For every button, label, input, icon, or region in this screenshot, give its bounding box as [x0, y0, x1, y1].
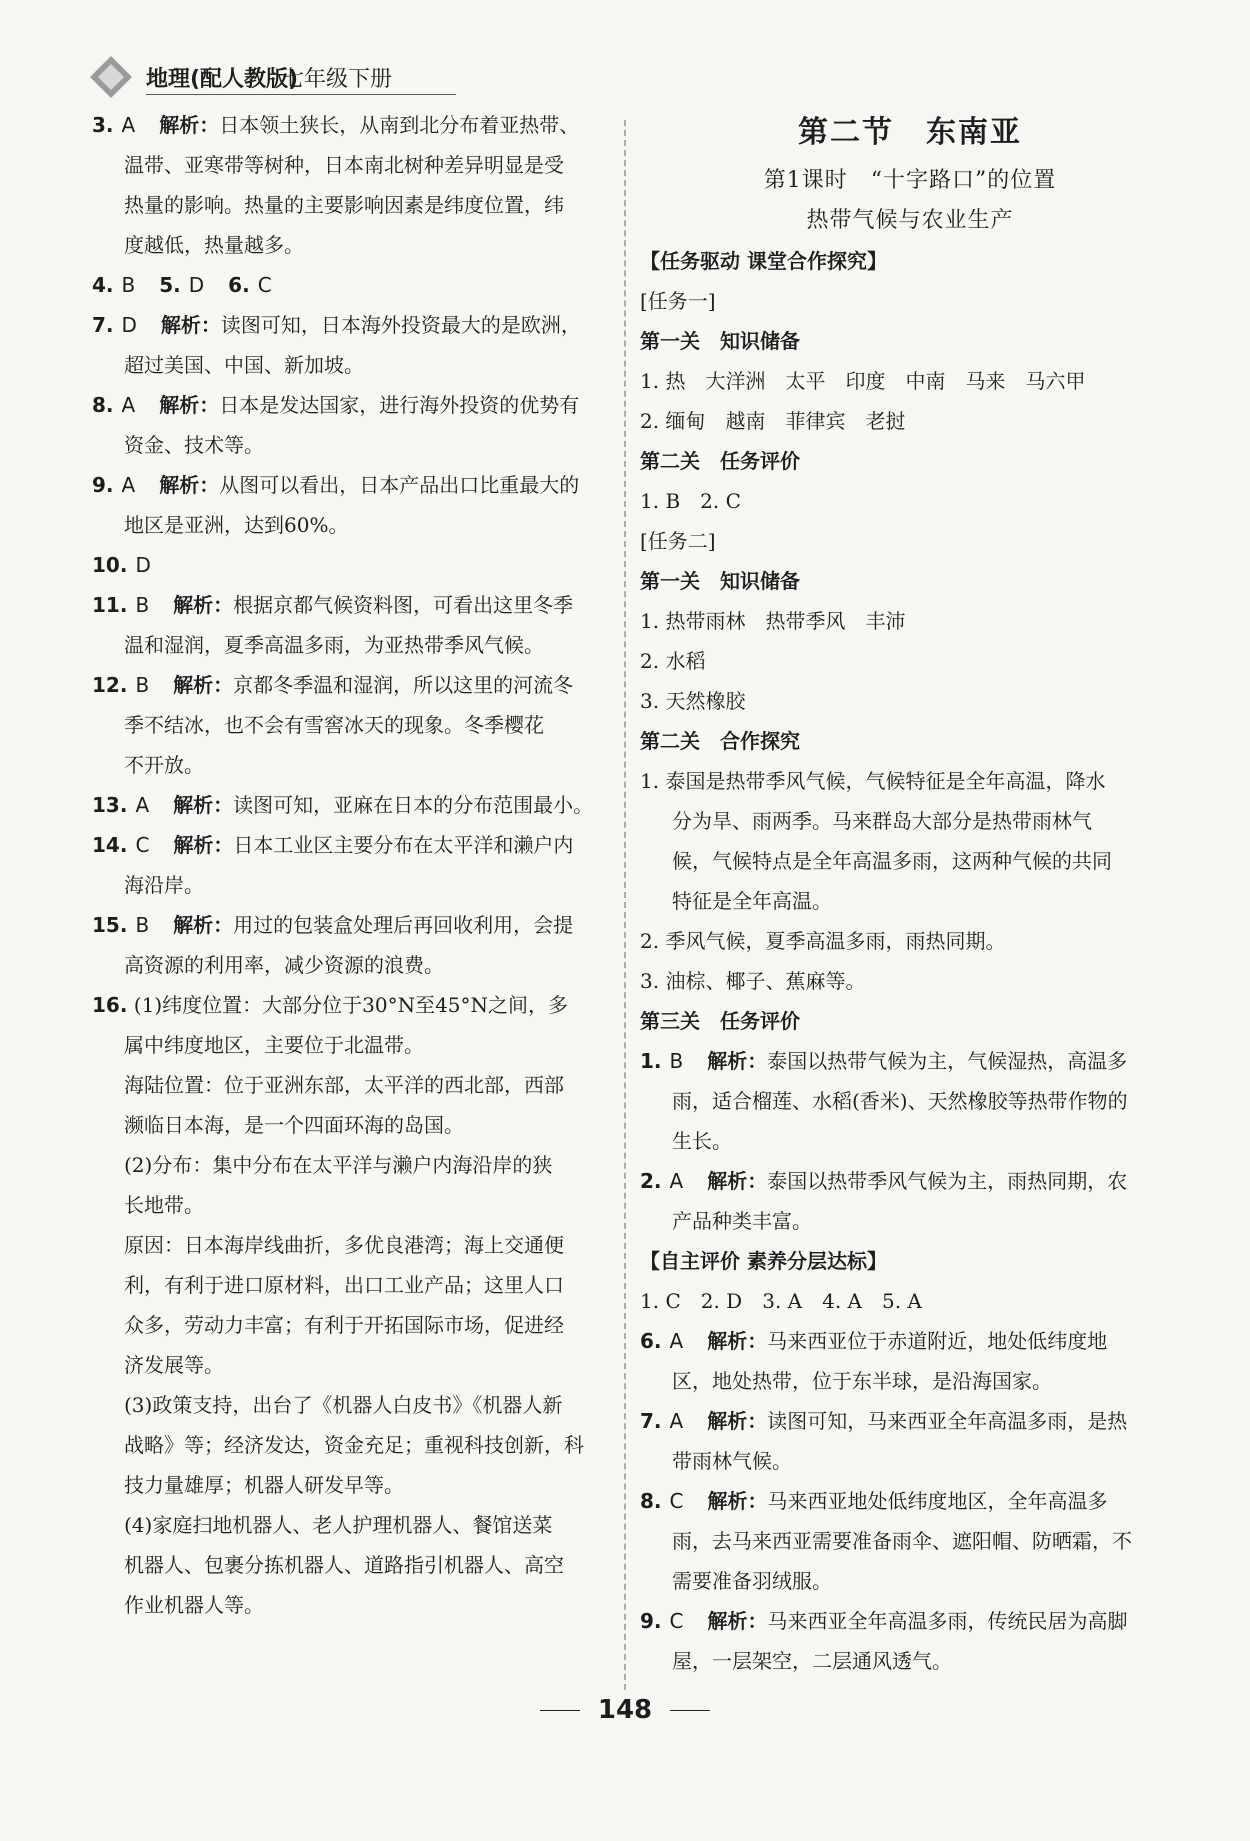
question-number: 6. [228, 273, 250, 297]
analysis-label: 解析： [707, 1409, 768, 1433]
line-text: 3. 油棕、椰子、蕉麻等。 [640, 969, 866, 993]
answer-choice: B [135, 913, 150, 937]
answer-choice: C [257, 273, 272, 297]
answer-line [640, 521, 1180, 561]
analysis-label: 解析： [173, 793, 234, 817]
answer-line [640, 361, 1180, 401]
continuation-line [92, 1425, 612, 1465]
line-text: 特征是全年高温。 [672, 889, 832, 913]
line-text: 超过美国、中国、新加坡。 [124, 353, 364, 377]
answer-item [92, 545, 612, 585]
answer-line [640, 1281, 1180, 1321]
heading-text: 第一关 知识储备 [640, 569, 800, 593]
continuation-line [640, 1081, 1180, 1121]
line-text: 屋，一层架空，二层通风透气。 [672, 1649, 952, 1673]
continuation-line [92, 225, 612, 265]
line-text: (3)政策支持，出台了《机器人白皮书》《机器人新 [124, 1393, 563, 1417]
line-text: 雨，适合榴莲、水稻(香米)、天然橡胶等热带作物的 [672, 1089, 1128, 1113]
answer-item [640, 1041, 1180, 1081]
analysis-label: 解析： [707, 1489, 768, 1513]
analysis-label: 解析： [173, 833, 234, 857]
line-text: 济发展等。 [124, 1353, 224, 1377]
continuation-line [92, 1105, 612, 1145]
question-number: 15. [92, 913, 128, 937]
line-text: 热量的影响。热量的主要影响因素是纬度位置，纬 [124, 193, 564, 217]
analysis-text: (1)纬度位置：大部分位于30°N至45°N之间，多 [133, 993, 569, 1017]
right-column-body [640, 241, 1180, 1681]
line-text: 3. 天然橡胶 [640, 689, 746, 713]
continuation-line [92, 1185, 612, 1225]
answer-choice: A [669, 1409, 684, 1433]
continuation-line [92, 1025, 612, 1065]
answer-line [640, 401, 1180, 441]
line-text: 带雨林气候。 [672, 1449, 792, 1473]
continuation-line [92, 1505, 612, 1545]
answer-line [640, 601, 1180, 641]
section-heading [640, 561, 1180, 601]
continuation-line [92, 745, 612, 785]
continuation-line [640, 801, 1180, 841]
continuation-line [92, 505, 612, 545]
line-text: 季不结冰，也不会有雪窖冰天的现象。冬季樱花 [124, 713, 544, 737]
section-heading [640, 1241, 1180, 1281]
header-subject: 地理(配人教版) [146, 67, 299, 92]
analysis-text: 泰国以热带季风气候为主，雨热同期，农 [767, 1169, 1128, 1193]
analysis-label: 解析： [707, 1049, 768, 1073]
analysis-label: 解析： [159, 113, 220, 137]
analysis-label: 解析： [159, 393, 220, 417]
continuation-line [640, 1521, 1180, 1561]
header-grade: 七年级下册 [282, 67, 393, 92]
answer-line [640, 921, 1180, 961]
continuation-line [640, 1121, 1180, 1161]
continuation-line [640, 1641, 1180, 1681]
answer-item [640, 1321, 1180, 1361]
line-text: 候，气候特点是全年高温多雨，这两种气候的共同 [672, 849, 1112, 873]
heading-text: 【自主评价 素养分层达标】 [640, 1249, 887, 1273]
page-footer [0, 1695, 1250, 1725]
analysis-text: 泰国以热带气候为主，气候湿热，高温多 [767, 1049, 1128, 1073]
section-heading [640, 241, 1180, 281]
lesson-subtitle-2: 热带气候与农业生产 [806, 208, 1014, 233]
question-number: 16. [92, 993, 128, 1017]
answer-choice: A [121, 473, 136, 497]
diamond-logo-icon [88, 54, 134, 100]
analysis-label: 解析： [173, 593, 234, 617]
continuation-line [640, 1201, 1180, 1241]
heading-text: 第二关 任务评价 [640, 449, 800, 473]
answer-choice: D [188, 273, 205, 297]
continuation-line [92, 1465, 612, 1505]
analysis-text: 马来西亚位于赤道附近，地处低纬度地 [767, 1329, 1108, 1353]
left-column [92, 105, 612, 1625]
analysis-text: 根据京都气候资料图，可看出这里冬季 [233, 593, 574, 617]
answer-line [640, 281, 1180, 321]
line-text: 区，地处热带，位于东半球，是沿海国家。 [672, 1369, 1052, 1393]
line-text: (2)分布：集中分布在太平洋与濑户内海沿岸的狭 [124, 1153, 553, 1177]
answer-choice: D [135, 553, 151, 577]
question-number: 12. [92, 673, 128, 697]
footer-dash-left [540, 1710, 580, 1711]
answer-choice: A [121, 113, 136, 137]
answer-line [640, 961, 1180, 1001]
analysis-text: 读图可知，亚麻在日本的分布范围最小。 [233, 793, 594, 817]
line-text: 资金、技术等。 [124, 433, 264, 457]
footer-dash-right [670, 1710, 710, 1711]
question-number: 9. [640, 1609, 662, 1633]
answer-item [640, 1601, 1180, 1641]
section-heading [640, 1001, 1180, 1041]
answer-line [640, 481, 1180, 521]
line-text: 地区是亚洲，达到60%。 [124, 513, 349, 537]
line-text: 属中纬度地区，主要位于北温带。 [124, 1033, 424, 1057]
question-number: 2. [640, 1169, 662, 1193]
answer-choice: A [669, 1329, 684, 1353]
continuation-line [92, 1065, 612, 1105]
line-text: 海陆位置：位于亚洲东部，太平洋的西北部，西部 [124, 1073, 564, 1097]
question-number: 13. [92, 793, 128, 817]
answer-choice: B [669, 1049, 684, 1073]
question-number: 5. [159, 273, 181, 297]
heading-text: 第三关 任务评价 [640, 1009, 800, 1033]
answer-line [640, 681, 1180, 721]
answer-choice: C [669, 1489, 684, 1513]
line-text: 长地带。 [124, 1193, 204, 1217]
answer-item [92, 785, 612, 825]
continuation-line [92, 1145, 612, 1185]
answer-item [92, 385, 612, 425]
answer-item [640, 1161, 1180, 1201]
line-text: 利，有利于进口原材料，出口工业产品；这里人口 [124, 1273, 564, 1297]
continuation-line [92, 1265, 612, 1305]
continuation-line [92, 865, 612, 905]
question-number: 11. [92, 593, 128, 617]
answer-item [92, 105, 612, 145]
line-text: 机器人、包裹分拣机器人、道路指引机器人、高空 [124, 1553, 564, 1577]
answer-choice: B [135, 593, 150, 617]
question-number: 6. [640, 1329, 662, 1353]
line-text: 作业机器人等。 [124, 1593, 264, 1617]
answer-choice: C [669, 1609, 684, 1633]
line-text: [任务二] [640, 529, 716, 553]
section-heading [640, 721, 1180, 761]
answer-item [92, 905, 612, 945]
continuation-line [640, 1361, 1180, 1401]
line-text: 生长。 [672, 1129, 732, 1153]
section-heading [640, 441, 1180, 481]
line-text: 原因：日本海岸线曲折，多优良港湾；海上交通便 [124, 1233, 564, 1257]
continuation-line [92, 1385, 612, 1425]
continuation-line [92, 145, 612, 185]
continuation-line [640, 841, 1180, 881]
analysis-text: 从图可以看出，日本产品出口比重最大的 [219, 473, 580, 497]
line-text: 1. 热 大洋洲 太平 印度 中南 马来 马六甲 [640, 369, 1086, 393]
line-text: 度越低，热量越多。 [124, 233, 304, 257]
line-text: (4)家庭扫地机器人、老人护理机器人、餐馆送菜 [124, 1513, 553, 1537]
column-divider [624, 120, 626, 1690]
answer-item [92, 665, 612, 705]
section-title: 第二节 东南亚 [798, 115, 1022, 150]
line-text: 需要准备羽绒服。 [672, 1569, 832, 1593]
line-text: 技力量雄厚；机器人研发早等。 [124, 1473, 404, 1497]
question-number: 1. [640, 1049, 662, 1073]
continuation-line [92, 945, 612, 985]
analysis-text: 日本工业区主要分布在太平洋和濑户内 [233, 833, 574, 857]
answer-choice: C [135, 833, 150, 857]
line-text: 濒临日本海，是一个四面环海的岛国。 [124, 1113, 464, 1137]
question-number: 8. [640, 1489, 662, 1513]
analysis-label: 解析： [160, 313, 221, 337]
question-number: 9. [92, 473, 114, 497]
answer-item [92, 585, 612, 625]
page-header [0, 0, 1250, 100]
continuation-line [92, 185, 612, 225]
continuation-line [92, 345, 612, 385]
continuation-line [92, 1585, 612, 1625]
heading-text: 【任务驱动 课堂合作探究】 [640, 249, 887, 273]
answer-choice: B [135, 673, 150, 697]
line-text: 2. 水稻 [640, 649, 706, 673]
line-text: [任务一] [640, 289, 716, 313]
line-text: 产品种类丰富。 [672, 1209, 812, 1233]
line-text: 2. 季风气候，夏季高温多雨，雨热同期。 [640, 929, 1006, 953]
analysis-text: 用过的包装盒处理后再回收利用，会提 [233, 913, 574, 937]
line-text: 雨，去马来西亚需要准备雨伞、遮阳帽、防晒霜，不 [672, 1529, 1132, 1553]
answer-item [640, 1401, 1180, 1441]
continuation-line [92, 425, 612, 465]
line-text: 不开放。 [124, 753, 204, 777]
heading-text: 第一关 知识储备 [640, 329, 800, 353]
continuation-line [640, 881, 1180, 921]
analysis-label: 解析： [173, 913, 234, 937]
continuation-line [92, 625, 612, 665]
analysis-text: 读图可知，日本海外投资最大的是欧洲， [220, 313, 581, 337]
question-number: 10. [92, 553, 128, 577]
answer-choice: A [669, 1169, 684, 1193]
answer-choice: D [121, 313, 137, 337]
continuation-line [640, 1561, 1180, 1601]
analysis-label: 解析： [173, 673, 234, 697]
continuation-line [92, 1305, 612, 1345]
continuation-line [92, 1225, 612, 1265]
answer-choice: A [121, 393, 136, 417]
answer-row [92, 265, 612, 305]
line-text: 2. 缅甸 越南 菲律宾 老挝 [640, 409, 906, 433]
answer-item [92, 305, 612, 345]
lesson-subtitle: 第1课时 “十字路口”的位置 [763, 168, 1057, 193]
continuation-line [92, 1345, 612, 1385]
line-text: 温和湿润，夏季高温多雨，为亚热带季风气候。 [124, 633, 544, 657]
question-number: 7. [92, 313, 114, 337]
question-number: 7. [640, 1409, 662, 1433]
question-number: 3. [92, 113, 114, 137]
answer-choice: A [135, 793, 150, 817]
heading-text: 第二关 合作探究 [640, 729, 800, 753]
answer-line [640, 761, 1180, 801]
answer-item [640, 1481, 1180, 1521]
analysis-text: 马来西亚全年高温多雨，传统民居为高脚 [767, 1609, 1128, 1633]
line-text: 战略》等；经济发达，资金充足；重视科技创新，科 [124, 1433, 584, 1457]
continuation-line [92, 705, 612, 745]
line-text: 海沿岸。 [124, 873, 204, 897]
analysis-text: 马来西亚地处低纬度地区，全年高温多 [767, 1489, 1108, 1513]
header-rule [146, 94, 456, 95]
line-text: 众多，劳动力丰富；有利于开拓国际市场，促进经 [124, 1313, 564, 1337]
line-text: 分为旱、雨两季。马来群岛大部分是热带雨林气 [672, 809, 1092, 833]
continuation-line [640, 1441, 1180, 1481]
analysis-label: 解析： [707, 1169, 768, 1193]
answer-item [92, 825, 612, 865]
line-text: 1. C 2. D 3. A 4. A 5. A [640, 1289, 922, 1313]
analysis-text: 京都冬季温和湿润，所以这里的河流冬 [233, 673, 574, 697]
analysis-label: 解析： [159, 473, 220, 497]
page-number: 148 [597, 1695, 653, 1725]
analysis-label: 解析： [707, 1609, 768, 1633]
line-text: 温带、亚寒带等树种，日本南北树种差异明显是受 [124, 153, 564, 177]
section-heading [640, 321, 1180, 361]
question-number: 4. [92, 273, 114, 297]
answer-choice: B [121, 273, 136, 297]
continuation-line [92, 1545, 612, 1585]
line-text: 高资源的利用率，减少资源的浪费。 [124, 953, 444, 977]
right-column [640, 105, 1180, 1681]
line-text: 1. 泰国是热带季风气候，气候特征是全年高温，降水 [640, 769, 1106, 793]
answer-line [640, 641, 1180, 681]
analysis-label: 解析： [707, 1329, 768, 1353]
answer-item [92, 985, 612, 1025]
analysis-text: 日本领土狭长，从南到北分布着亚热带、 [219, 113, 580, 137]
line-text: 1. 热带雨林 热带季风 丰沛 [640, 609, 906, 633]
question-number: 8. [92, 393, 114, 417]
question-number: 14. [92, 833, 128, 857]
answer-item [92, 465, 612, 505]
analysis-text: 日本是发达国家，进行海外投资的优势有 [219, 393, 580, 417]
line-text: 1. B 2. C [640, 489, 741, 513]
analysis-text: 读图可知，马来西亚全年高温多雨，是热 [767, 1409, 1128, 1433]
